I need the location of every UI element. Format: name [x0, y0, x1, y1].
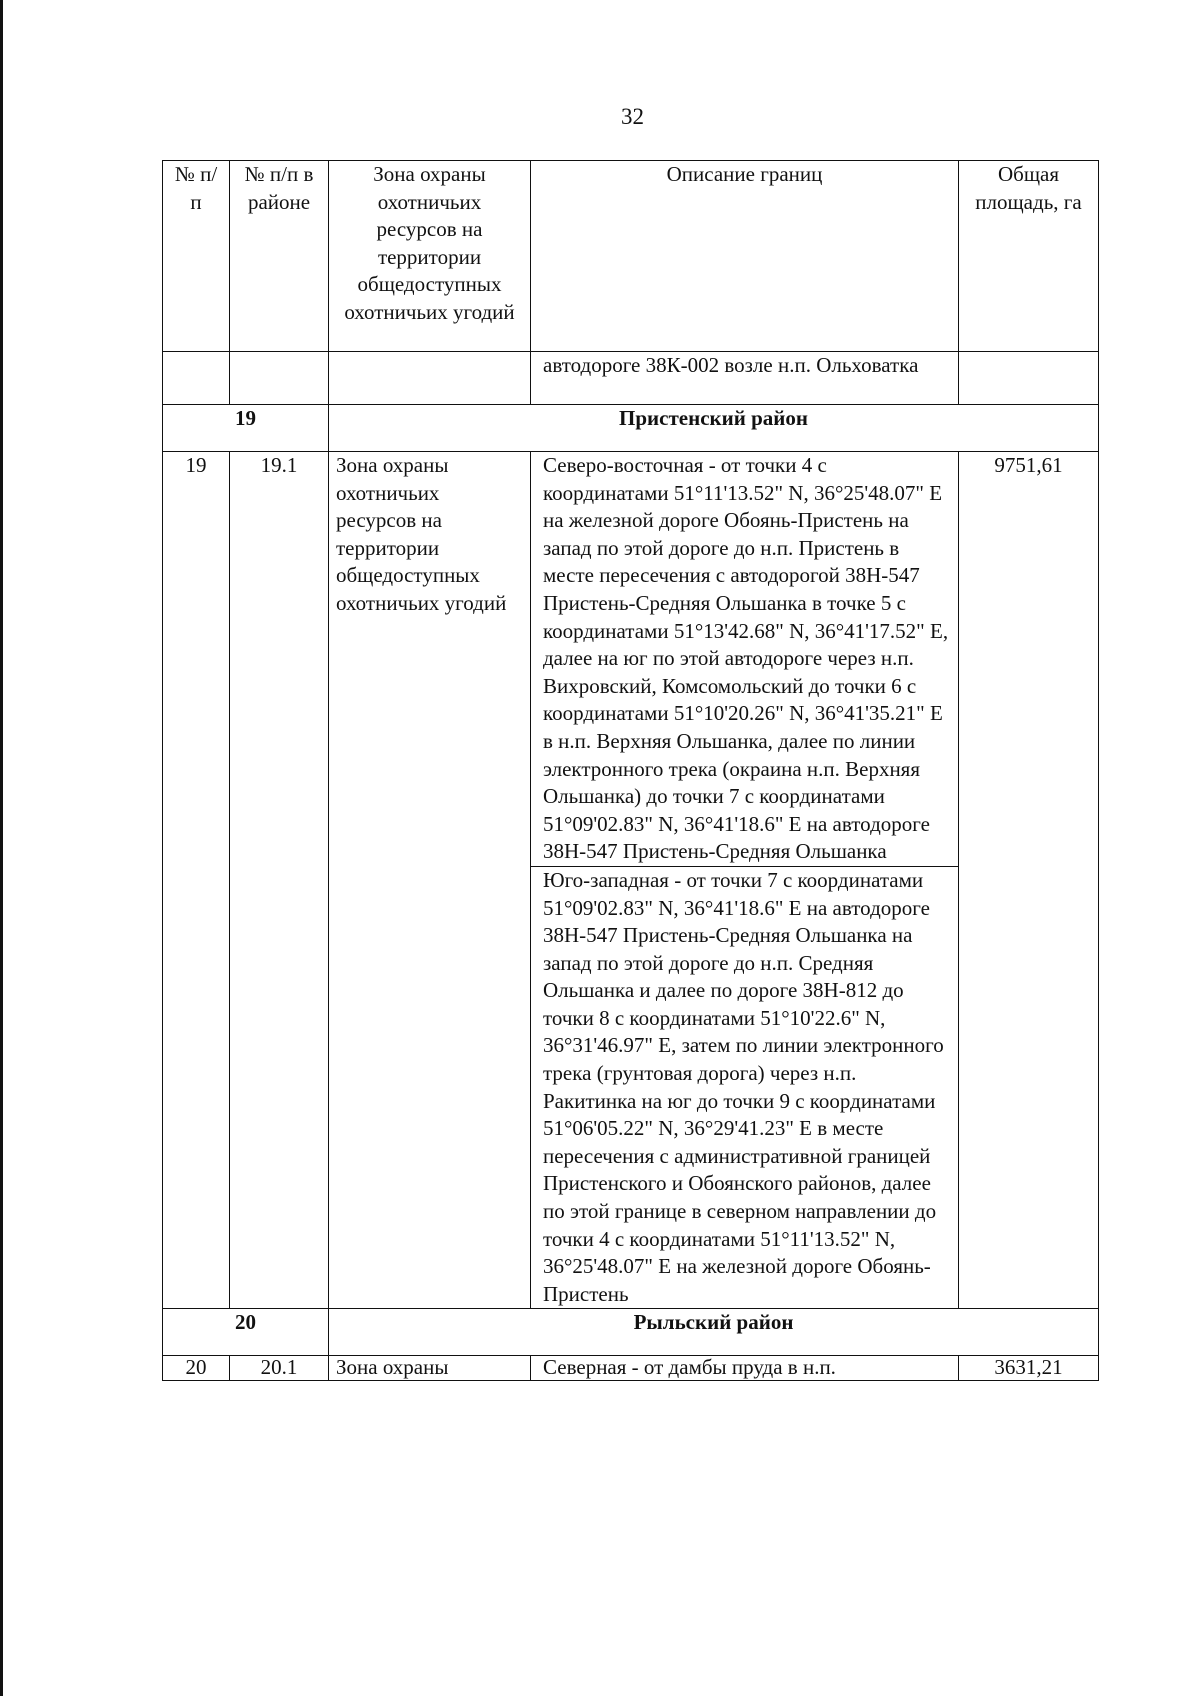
section-title: Пристенский район — [329, 405, 1099, 452]
header-area: Общая площадь, га — [959, 161, 1099, 352]
header-description: Описание границ — [531, 161, 959, 352]
section-number: 19 — [163, 405, 329, 452]
table-header-row — [163, 161, 1099, 352]
table-row — [163, 1356, 1099, 1381]
cell-empty — [163, 352, 230, 405]
cell-num-district: 20.1 — [230, 1356, 329, 1381]
cell-area: 3631,21 — [959, 1356, 1099, 1381]
scan-edge — [0, 0, 3, 1696]
cell-empty — [959, 352, 1099, 405]
cell-description-northeast: Северо-восточная - от точки 4 с координатами 51°11'13.52" N, 36°25'48.07" E на железной дороге Обоянь-Пристень на запад по этой дороге до н.п. Пристень в месте пересечения с автодорогой 38Н-547 Пристень-Средняя Ольшанка в точке 5 с координатами 51°13'42.68" N, 36°41'17.52" E, далее на юг по этой автодороге через н.п. Вихровский, Комсомольский до точки 6 с координатами 51°10'20.26" N, 36°41'35.21" E в н.п. Верхняя Ольшанка, далее по линии электронного трека (окраина н.п. Верхняя Ольшанка) до точки 7 с координатами 51°09'02.83" N, 36°41'18.6" E на автодороге 38Н-547 Пристень-Средняя Ольшанка — [531, 452, 959, 867]
section-title: Рыльский район — [329, 1309, 1099, 1356]
page-number: 32 — [621, 104, 644, 129]
cell-description: автодороге 38К-002 возле н.п. Ольховатка — [531, 352, 959, 405]
cell-num-district: 19.1 — [230, 452, 329, 1309]
header-num-district: № п/п в районе — [230, 161, 329, 352]
cell-zone: Зона охраны охотничьих ресурсов на территории общедоступных охотничьих угодий — [329, 452, 531, 1309]
cell-description: Северная - от дамбы пруда в н.п. — [531, 1356, 959, 1381]
header-zone: Зона охраны охотничьих ресурсов на территории общедоступных охотничьих угодий — [329, 161, 531, 352]
cell-num: 20 — [163, 1356, 230, 1381]
cell-zone: Зона охраны — [329, 1356, 531, 1381]
cell-empty — [230, 352, 329, 405]
header-num: № п/п — [163, 161, 230, 352]
cell-description-southwest: Юго-западная - от точки 7 с координатами 51°09'02.83" N, 36°41'18.6" E на автодороге 38Н-547 Пристень-Средняя Ольшанка на запад по этой дороге до н.п. Средняя Ольшанка и далее по дороге 38Н-812 до точки 8 с координатами 51°10'22.6" N, 36°31'46.97" E, затем по линии электронного трека (грунтовая дорога) через н.п. Ракитинка на юг до точки 9 с координатами 51°06'05.22" N, 36°29'41.23" E в месте пересечения с административной границей Пристенского и Обоянского районов, далее по этой границе в северном направлении до точки 4 с координатами 51°11'13.52" N, 36°25'48.07" E на железной дороге Обоянь-Пристень — [531, 866, 959, 1309]
table-row — [163, 452, 1099, 867]
section-row-pristenskiy — [163, 405, 1099, 452]
section-row-rylskiy — [163, 1309, 1099, 1356]
cell-empty — [329, 352, 531, 405]
boundaries-table — [162, 160, 1099, 1381]
section-number: 20 — [163, 1309, 329, 1356]
table-row-continuation — [163, 352, 1099, 405]
cell-num: 19 — [163, 452, 230, 1309]
cell-area: 9751,61 — [959, 452, 1099, 1309]
